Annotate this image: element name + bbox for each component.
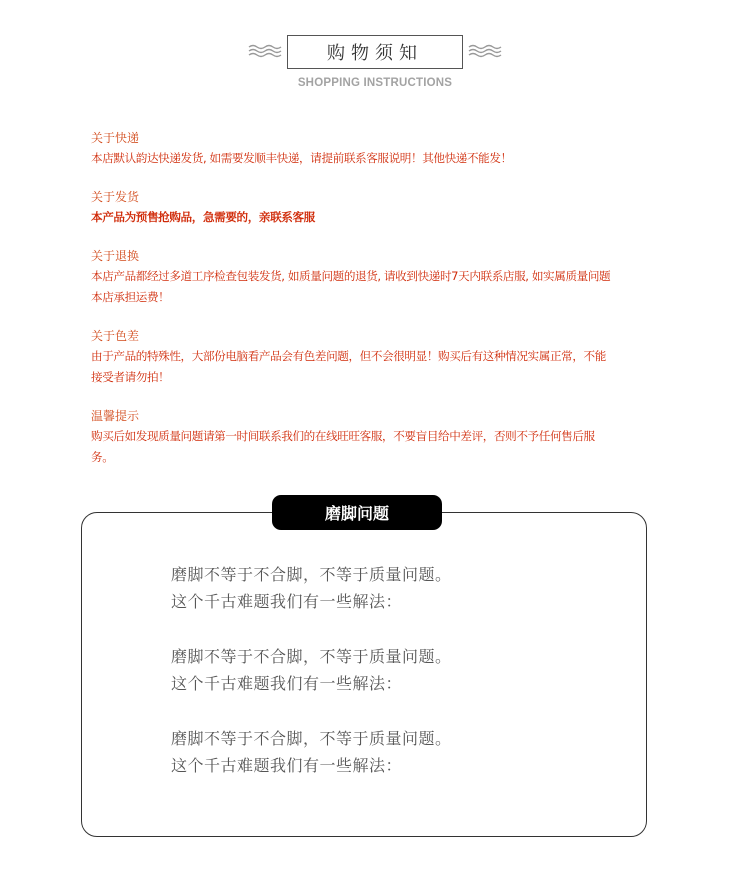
section-heading: 关于快递 bbox=[91, 131, 140, 145]
section-heading: 关于退换 bbox=[91, 249, 140, 263]
section-body: 由于产品的特殊性，大部份电脑看产品会有色差问题，但不会很明显！购买后有这种情况实属正常，不能 接受者请勿拍！ bbox=[91, 349, 606, 384]
section-color-difference bbox=[91, 327, 661, 388]
page-title: 购物须知 bbox=[287, 35, 463, 69]
tip-item bbox=[171, 725, 611, 779]
section-tips bbox=[91, 407, 661, 468]
section-returns bbox=[91, 247, 661, 308]
section-heading: 关于发货 bbox=[91, 190, 140, 204]
tip-line: 这个千古难题我们有一些解法： bbox=[171, 592, 403, 611]
tip-line: 磨脚不等于不合脚，不等于质量问题。 bbox=[171, 565, 452, 584]
tip-item bbox=[171, 561, 611, 615]
page-subtitle: SHOPPING INSTRUCTIONS bbox=[297, 77, 453, 89]
tip-line: 这个千古难题我们有一些解法： bbox=[171, 674, 403, 693]
section-body: 本店产品都经过多道工序检查包装发货, 如质量问题的退货, 请收到快递时7天内联系店服, 如实属质量问题 本店承担运费！ bbox=[91, 269, 611, 304]
tip-line: 这个千古难题我们有一些解法： bbox=[171, 756, 403, 775]
section-body: 本产品为预售抢购品，急需要的，亲联系客服 bbox=[91, 210, 315, 224]
page-header bbox=[0, 0, 750, 100]
box-title-badge: 磨脚问题 bbox=[272, 495, 442, 530]
wave-ornament-right-icon bbox=[468, 43, 504, 59]
tip-line: 磨脚不等于不合脚，不等于质量问题。 bbox=[171, 647, 452, 666]
foot-rubbing-tips bbox=[171, 561, 611, 807]
section-heading: 关于色差 bbox=[91, 329, 140, 343]
section-heading: 温馨提示 bbox=[91, 409, 140, 423]
section-body: 购买后如发现质量问题请第一时间联系我们的在线旺旺客服，不要盲目给中差评，否则不予任何售后服 务。 bbox=[91, 429, 595, 464]
section-body: 本店默认韵达快递发货, 如需要发顺丰快递，请提前联系客服说明！其他快递不能发！ bbox=[91, 151, 512, 165]
tip-line: 磨脚不等于不合脚，不等于质量问题。 bbox=[171, 729, 452, 748]
wave-ornament-left-icon bbox=[248, 43, 284, 59]
tip-item bbox=[171, 643, 611, 697]
section-shipping bbox=[91, 188, 661, 228]
instruction-sections bbox=[91, 129, 661, 487]
section-express bbox=[91, 129, 661, 169]
